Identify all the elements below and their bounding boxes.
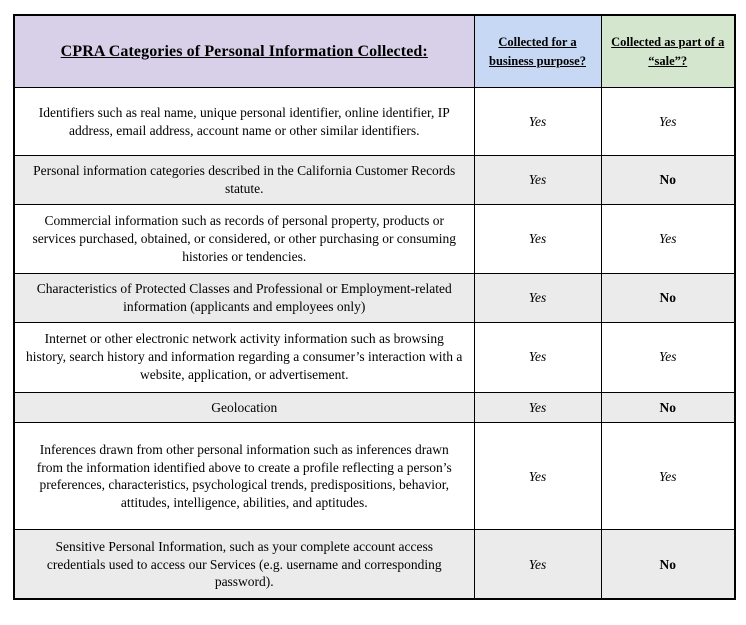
sale-cell: No [601, 392, 735, 423]
table-row [14, 274, 735, 323]
category-cell: Geolocation [14, 392, 474, 423]
category-cell: Personal information categories described in the California Customer Records statute. [14, 156, 474, 205]
category-cell: Internet or other electronic network activity information such as browsing history, search history and information regarding a consumer’s interaction with a website, application, or advertisement. [14, 322, 474, 392]
header-sale: Collected as part of a “sale”? [601, 15, 735, 88]
header-business-purpose: Collected for a business purpose? [474, 15, 601, 88]
table-row [14, 423, 735, 530]
table-row [14, 530, 735, 600]
table-row [14, 205, 735, 274]
business-purpose-cell: Yes [474, 205, 601, 274]
header-row [14, 15, 735, 88]
category-cell: Sensitive Personal Information, such as your complete account access credentials used to access our Services (e.g. username and corresponding password). [14, 530, 474, 600]
business-purpose-cell: Yes [474, 88, 601, 156]
sale-cell: Yes [601, 322, 735, 392]
table-header [14, 15, 735, 88]
table-body [14, 88, 735, 600]
sale-cell: Yes [601, 423, 735, 530]
business-purpose-cell: Yes [474, 156, 601, 205]
business-purpose-cell: Yes [474, 274, 601, 323]
table-row [14, 156, 735, 205]
category-cell: Commercial information such as records of personal property, products or services purchased, obtained, or considered, or other purchasing or consuming histories or tendencies. [14, 205, 474, 274]
table-row [14, 392, 735, 423]
business-purpose-cell: Yes [474, 530, 601, 600]
cpra-table [13, 14, 736, 600]
table-row [14, 88, 735, 156]
business-purpose-cell: Yes [474, 423, 601, 530]
category-cell: Characteristics of Protected Classes and Professional or Employment-related information (applicants and employees only) [14, 274, 474, 323]
sale-cell: No [601, 274, 735, 323]
business-purpose-cell: Yes [474, 322, 601, 392]
category-cell: Identifiers such as real name, unique personal identifier, online identifier, IP address, email address, account name or other similar identifiers. [14, 88, 474, 156]
sale-cell: Yes [601, 205, 735, 274]
business-purpose-cell: Yes [474, 392, 601, 423]
sale-cell: No [601, 156, 735, 205]
header-category: CPRA Categories of Personal Information Collected: [14, 15, 474, 88]
table-row [14, 322, 735, 392]
category-cell: Inferences drawn from other personal information such as inferences drawn from the information identified above to create a profile reflecting a person’s preferences, characteristics, psychological trends, predispositions, behavior, attitudes, intelligence, abilities, and aptitudes. [14, 423, 474, 530]
sale-cell: Yes [601, 88, 735, 156]
sale-cell: No [601, 530, 735, 600]
